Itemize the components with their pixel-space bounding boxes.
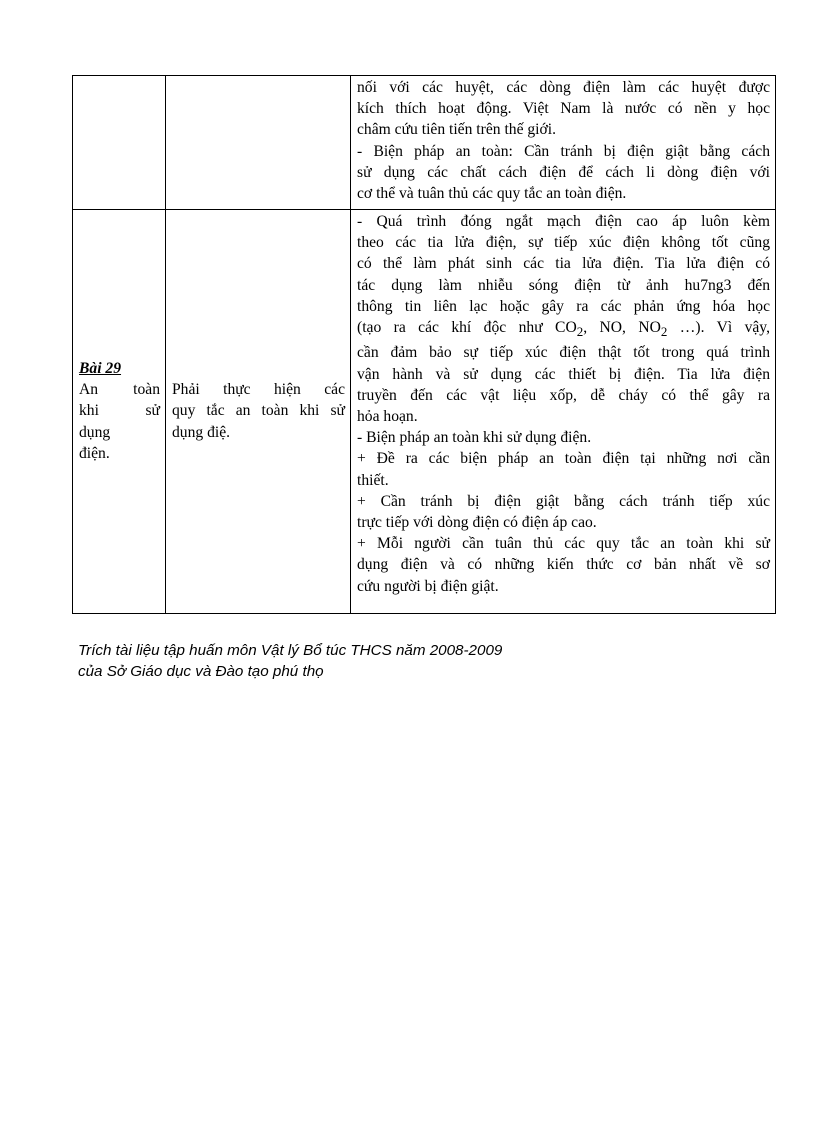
- text-line: nối với các huyệt, các dòng điện làm các huyệt được: [357, 79, 770, 96]
- text-line: cần đảm bảo sự tiếp xúc điện thật tốt trong quá trình: [357, 344, 770, 362]
- table-row: [73, 76, 776, 210]
- formula-text: , NO, NO: [583, 319, 661, 337]
- lesson-name-line: dụng: [79, 423, 111, 441]
- text-line: sử dụng các chất cách điện để cách li dòng điện với: [357, 163, 770, 181]
- content-cell: [351, 210, 776, 614]
- text-line: thông tin liên lạc hoặc gây ra các phản ứng hóa học: [357, 297, 770, 315]
- text-line: - Biện pháp an toàn: Cần tránh bị điện giật bằng cách: [357, 142, 770, 160]
- formula-text: …). Vì vậy,: [667, 319, 770, 337]
- source-line: của Sở Giáo dục và Đào tạo phú thọ: [78, 663, 324, 680]
- lesson-cell: [73, 210, 166, 614]
- content-cell: [351, 76, 776, 210]
- requirement-line: Phải thực hiện các: [172, 381, 345, 399]
- text-line: cơ thể và tuân thủ các quy tắc an toàn điện.: [357, 185, 627, 203]
- subscript: 2: [660, 324, 668, 340]
- text-line: tác dụng làm nhiễu sóng điện từ ảnh hu7ng3 đến: [357, 276, 770, 294]
- lesson-title: Bài 29: [79, 359, 122, 377]
- text-line: thiết.: [357, 471, 389, 489]
- requirement-line: dụng điệ.: [172, 423, 231, 441]
- lesson-name-line: khi sử: [79, 402, 160, 420]
- requirement-line: quy tắc an toàn khi sử: [172, 402, 345, 420]
- text-line: theo các tia lửa điện, sự tiếp xúc điện không tốt cũng: [357, 234, 770, 252]
- requirement-cell: [166, 210, 351, 614]
- source-note: [78, 640, 502, 682]
- text-line: châm cứu tiên tiến trên thế giới.: [357, 121, 556, 139]
- text-line: + Mỗi người cần tuân thủ các quy tắc an toàn khi sử: [357, 535, 770, 553]
- text-line: - Biện pháp an toàn khi sử dụng điện.: [357, 429, 592, 447]
- text-line: [357, 317, 770, 342]
- text-line: hỏa hoạn.: [357, 407, 418, 425]
- text-line: dụng điện và có những kiến thức cơ bản nhất về sơ: [357, 556, 770, 574]
- text-line: + Đề ra các biện pháp an toàn điện tại những nơi cần: [357, 450, 770, 468]
- text-line: có thể làm phát sinh các tia lửa điện. Tia lửa điện có: [357, 255, 770, 273]
- text-line: vận hành và sử dụng các thiết bị điện. Tia lửa điện: [357, 365, 770, 383]
- source-line: Trích tài liệu tập huấn môn Vật lý Bổ túc THCS năm 2008-2009: [78, 642, 503, 659]
- lesson-name-line: điện.: [79, 444, 110, 462]
- requirement-cell: [166, 76, 351, 210]
- formula-text: (tạo ra các khí độc như CO: [357, 319, 577, 337]
- text-line: cứu người bị điện giật.: [357, 577, 499, 595]
- text-line: - Quá trình đóng ngắt mạch điện cao áp luôn kèm: [357, 213, 770, 230]
- subscript: 2: [576, 324, 584, 340]
- text-line: trực tiếp với dòng điện có điện áp cao.: [357, 513, 597, 531]
- table-row: [73, 210, 776, 614]
- lesson-name-line: An toàn: [79, 381, 160, 399]
- lesson-table: [72, 75, 776, 614]
- lesson-cell: [73, 76, 166, 210]
- text-line: + Cần tránh bị điện giật bằng cách tránh tiếp xúc: [357, 492, 770, 510]
- text-line: kích thích hoạt động. Việt Nam là nước có nền y học: [357, 100, 770, 118]
- text-line: truyền đến các vật liệu xốp, dễ cháy có thể gây ra: [357, 386, 770, 404]
